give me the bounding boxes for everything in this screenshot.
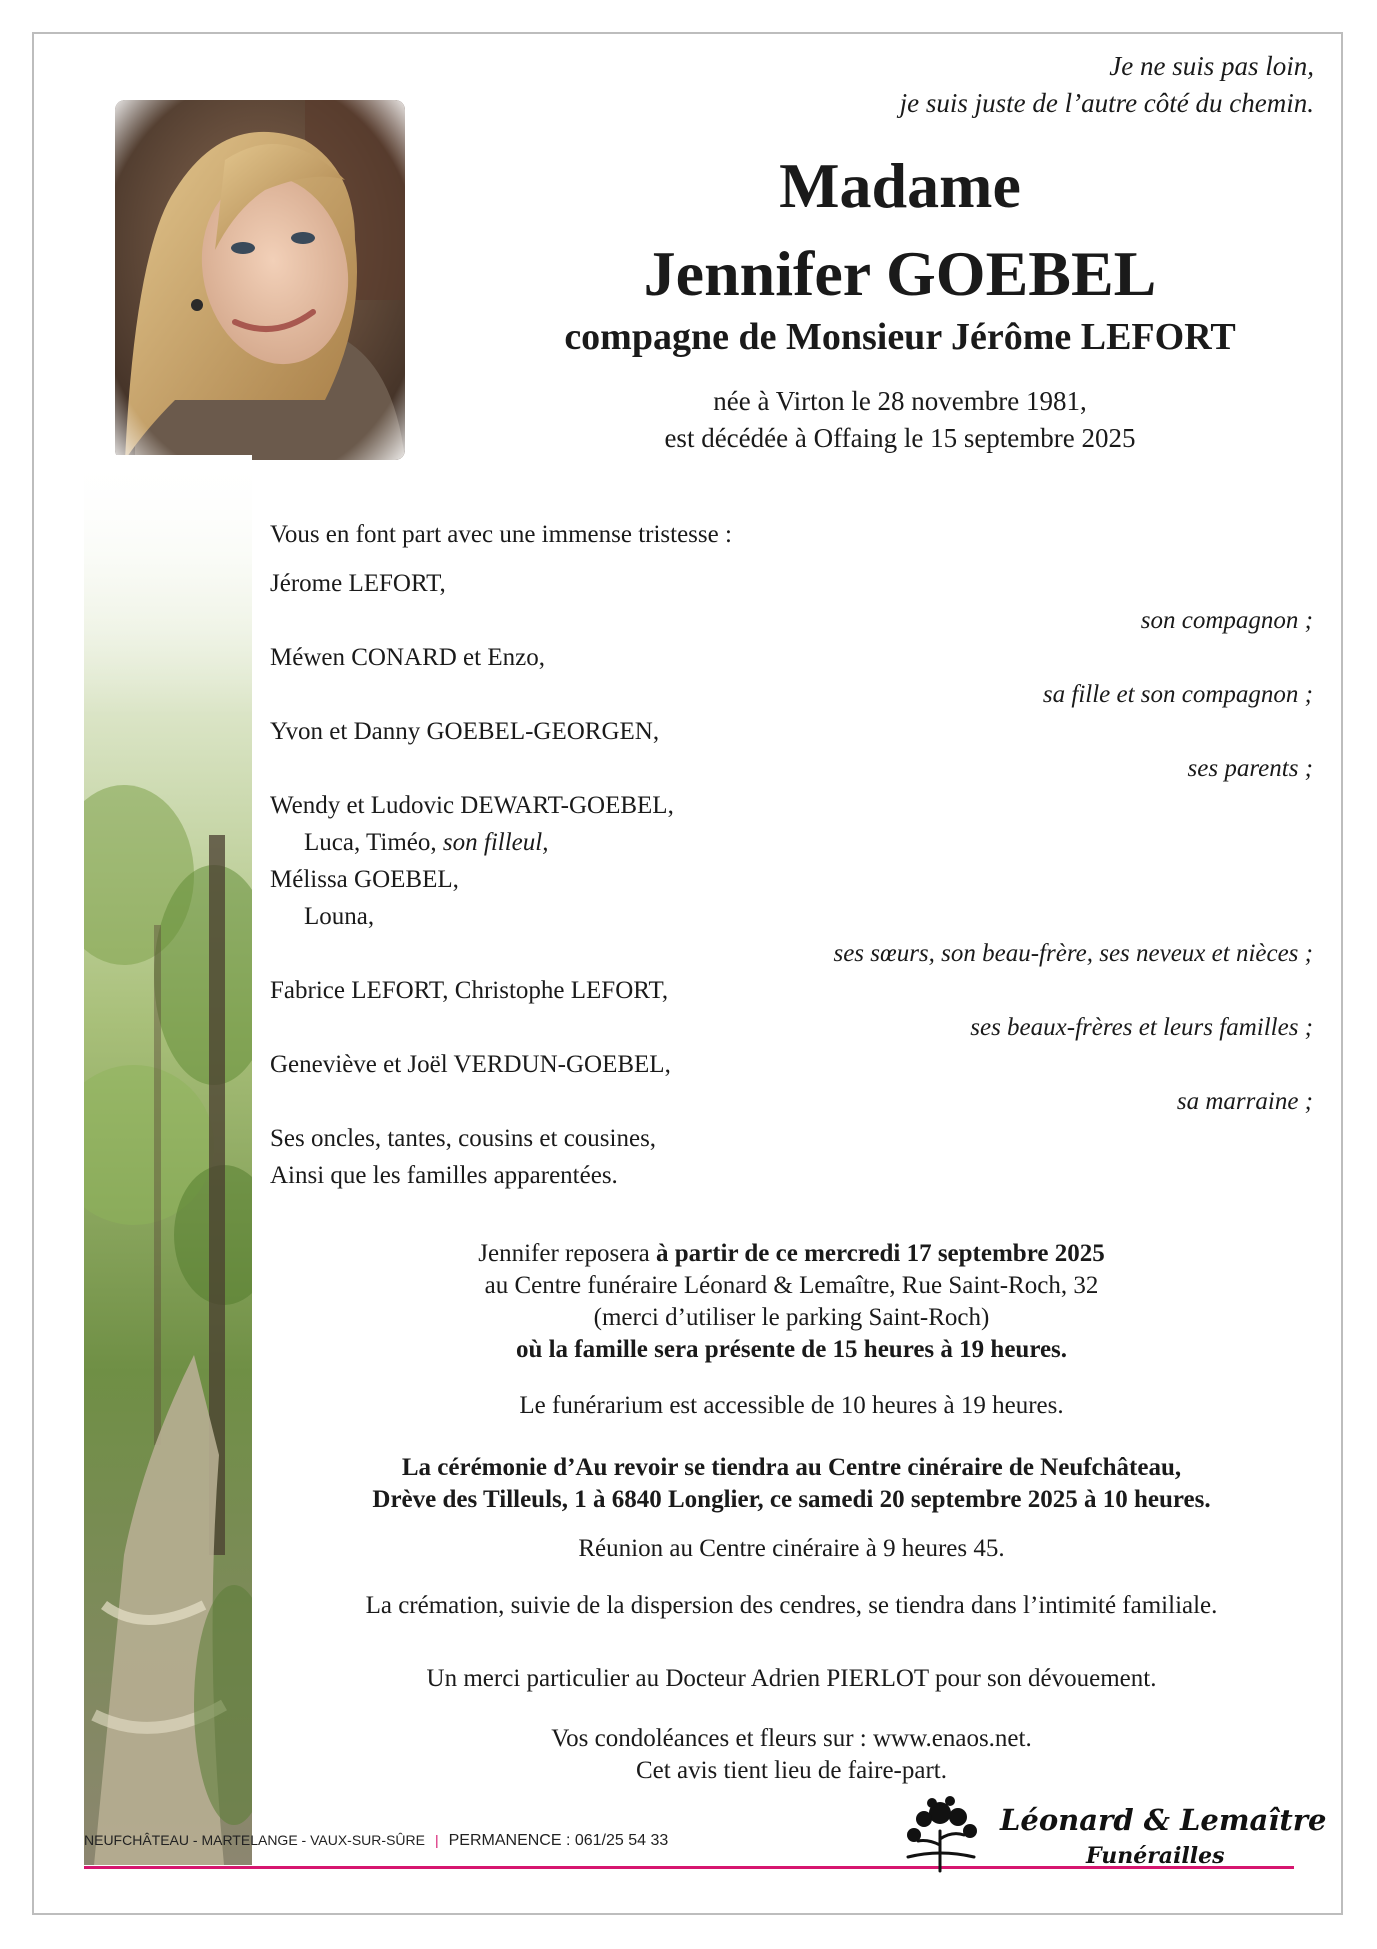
family-name: Yvon et Danny GOEBEL-GEORGEN,: [270, 718, 660, 745]
family-relation: sa marraine ;: [1176, 1088, 1313, 1115]
family-relation: ses sœurs, son beau-frère, ses neveux et nièces ;: [833, 940, 1313, 967]
notice-line: Cet avis tient lieu de faire-part.: [636, 1757, 947, 1784]
birth-line: née à Virton le 28 novembre 1981,: [713, 386, 1087, 416]
rest-place: au Centre funéraire Léonard & Lemaître, Rue Saint-Roch, 32: [484, 1272, 1099, 1299]
family-intro: Vous en font part avec une immense tristesse :: [270, 521, 732, 548]
title-honorific: Madame: [779, 150, 1021, 221]
visitation-info: [270, 1238, 1313, 1366]
godson-note: son filleul,: [442, 829, 549, 856]
rest-parking: (merci d’utiliser le parking Saint-Roch): [593, 1304, 990, 1331]
forest-path-image: [84, 455, 252, 1865]
family-children: Louna,: [304, 903, 375, 930]
family-relation: ses beaux-frères et leurs familles ;: [970, 1014, 1313, 1041]
brand-subtitle: Funérailles: [1086, 1843, 1225, 1869]
family-name: Geneviève et Joël VERDUN-GOEBEL,: [270, 1051, 671, 1078]
life-dates: [480, 383, 1320, 457]
family-children: [270, 824, 548, 861]
family-presence: où la famille sera présente de 15 heures à 19 heures.: [515, 1336, 1068, 1363]
family-name: Fabrice LEFORT, Christophe LEFORT,: [270, 977, 669, 1004]
thanks-note: Un merci particulier au Docteur Adrien PIERLOT pour son dévouement.: [426, 1665, 1157, 1692]
death-line: est décédée à Offaing le 15 septembre 2025: [664, 423, 1136, 453]
rest-date: à partir de ce mercredi 17 septembre 2025: [655, 1240, 1105, 1267]
brand-name: Léonard & Lemaître: [1000, 1803, 1327, 1837]
ceremony-line-2: Drève des Tilleuls, 1 à 6840 Longlier, ce samedi 20 septembre 2025 à 10 heures.: [372, 1486, 1211, 1513]
quote-line-2: je suis juste de l’autre côté du chemin.: [899, 88, 1314, 118]
family-extended: Ainsi que les familles apparentées.: [270, 1162, 618, 1189]
family-extended: Ses oncles, tantes, cousins et cousines,: [270, 1125, 657, 1152]
deceased-name: Jennifer GOEBEL: [643, 238, 1157, 309]
epigraph-quote: [614, 48, 1314, 122]
partner-line: compagne de Monsieur Jérôme LEFORT: [564, 316, 1236, 358]
family-list: [270, 516, 1313, 1196]
family-name: Mélissa GOEBEL,: [270, 866, 459, 893]
footer-separator: |: [434, 1832, 439, 1848]
cremation-info: La crémation, suivie de la dispersion des cendres, se tiendra dans l’intimité familiale.: [365, 1592, 1218, 1619]
rest-line: [270, 1238, 1313, 1270]
quote-line-1: Je ne suis pas loin,: [1109, 51, 1314, 81]
family-relation: sa fille et son compagnon ;: [1042, 681, 1313, 708]
footer-contact: [84, 1832, 668, 1850]
children-names: Luca, Timéo,: [304, 829, 437, 856]
funerarium-hours: Le funérarium est accessible de 10 heures à 19 heures.: [519, 1392, 1064, 1419]
family-name: Méwen CONARD et Enzo,: [270, 644, 545, 671]
family-name: Wendy et Ludovic DEWART-GOEBEL,: [270, 792, 674, 819]
ceremony-line-1: La cérémonie d’Au revoir se tiendra au Centre cinéraire de Neufchâteau,: [401, 1454, 1182, 1481]
brand-logo: [888, 1795, 1327, 1875]
portrait-photo: [115, 100, 405, 460]
family-name: Jérome LEFORT,: [270, 570, 446, 597]
closing-info: [270, 1723, 1313, 1787]
rest-prefix: Jennifer reposera: [478, 1240, 656, 1267]
condolences-line: Vos condoléances et fleurs sur : www.enaos.net.: [551, 1725, 1032, 1752]
footer-permanence: PERMANENCE : 061/25 54 33: [448, 1832, 669, 1849]
ceremony-info: [270, 1452, 1313, 1516]
family-relation: son compagnon ;: [1140, 607, 1313, 634]
tree-logo-icon: [888, 1795, 996, 1875]
meeting-info: Réunion au Centre cinéraire à 9 heures 45.: [578, 1535, 1005, 1562]
footer-locations: NEUFCHÂTEAU - MARTELANGE - VAUX-SUR-SÛRE: [84, 1832, 425, 1848]
family-relation: ses parents ;: [1187, 755, 1313, 782]
